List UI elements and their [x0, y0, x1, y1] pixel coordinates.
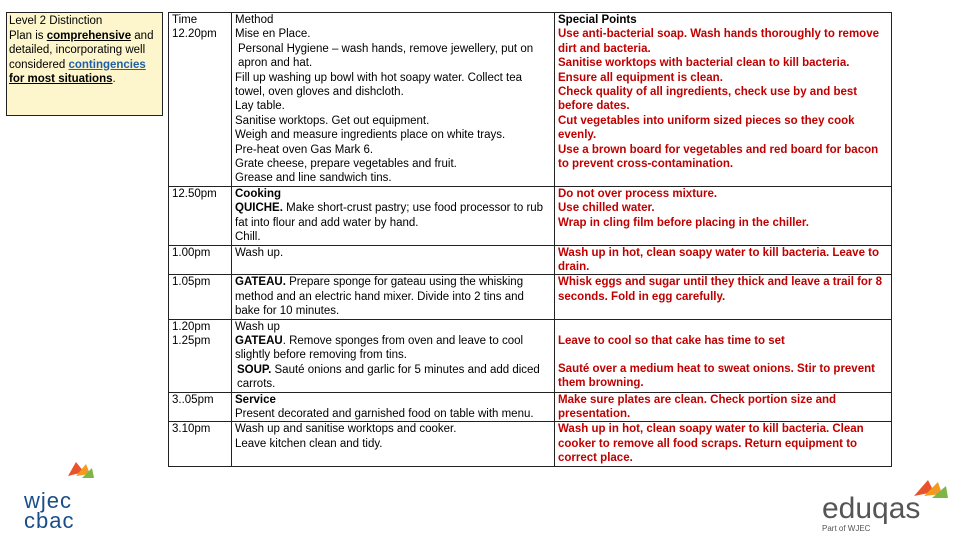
plan-and: and detailed, incorporating well considered [9, 29, 154, 71]
method-line: Weigh and measure ingredients place on white trays. [235, 129, 506, 142]
method-cell [232, 319, 555, 392]
method-bold: QUICHE. [235, 202, 283, 215]
table-row [169, 13, 892, 187]
time-cell: 3..05pm [169, 392, 232, 422]
eduqas-subtext: Part of WJEC [822, 524, 871, 533]
wjec-flag-icon [24, 458, 104, 486]
soup-bold: SOUP. [237, 363, 272, 376]
time-cell: 12.50pm [169, 186, 232, 245]
special-line: Leave to cool so that cake has time to set [558, 334, 785, 347]
soup-text: Sauté onions and garlic for 5 minutes and add diced carrots. [237, 363, 540, 391]
method-line: Grate cheese, prepare vegetables and fruit. [235, 158, 457, 171]
table-row [169, 319, 892, 392]
method-line: Grease and line sandwich tins. [235, 172, 392, 185]
time-plan-table [168, 12, 892, 467]
method-bold: GATEAU. [235, 276, 286, 289]
method-line: Sanitise worktops. Get out equipment. [235, 114, 430, 127]
wjec-logo [24, 458, 104, 533]
method-bold: GATEAU [235, 334, 283, 347]
eduqas-logo [812, 476, 952, 536]
special-line: Use a brown board for vegetables and red board for bacon to prevent cross-contamination. [558, 143, 879, 171]
time-cell: 1.05pm [169, 275, 232, 319]
special-line: Use anti-bacterial soap. Wash hands thoroughly to remove dirt and bacteria. [558, 28, 879, 55]
special-cell [555, 319, 892, 392]
cbac-text: cbac [24, 508, 75, 533]
method-cell [232, 13, 555, 187]
method-text: . Remove sponges from oven and leave to cool slightly before removing from tins. [235, 334, 524, 362]
time-header: Time [172, 14, 198, 26]
special-line: Ensure all equipment is clean. [558, 71, 723, 84]
special-cell: Make sure plates are clean. Check portion size and presentation. [555, 392, 892, 422]
special-cell [555, 13, 892, 187]
time-cell [169, 319, 232, 392]
table-row [169, 275, 892, 319]
special-cell: Wash up in hot, clean soapy water to kill bacteria. Clean cooker to remove all food scraps. Return equipment to correct place. [555, 422, 892, 466]
method-cell [232, 186, 555, 245]
method-line: Pre-heat oven Gas Mark 6. [235, 143, 374, 156]
method-text: Present decorated and garnished food on table with menu. [235, 407, 534, 420]
method-line: Wash up [235, 320, 280, 333]
method-line: Personal Hygiene – wash hands, remove jewellery, put on apron and hat. [238, 42, 534, 70]
method-text: Prepare sponge for gateau using the whisking method and an electric hand mixer. Divide into 2 tins and bake for 10 minutes. [235, 276, 524, 318]
method-extra: Chill. [235, 231, 261, 244]
grading-note [6, 12, 163, 116]
special-line: Cut vegetables into uniform sized pieces so they cook evenly. [558, 114, 855, 142]
method-cell: Wash up. [232, 245, 555, 275]
time-cell: 1.00pm [169, 245, 232, 275]
time-value: 12.20pm [172, 28, 217, 41]
special-cell: Wash up in hot, clean soapy water to kill bacteria. Leave to drain. [555, 245, 892, 275]
method-cell [232, 392, 555, 422]
special-header: Special Points [558, 14, 637, 26]
table-row [169, 186, 892, 245]
for-most: for most situations [9, 73, 113, 85]
method-cell: Wash up and sanitise worktops and cooker. Leave kitchen clean and tidy. [232, 422, 555, 466]
table-row [169, 422, 892, 466]
level-label: Level 2 Distinction [9, 15, 103, 27]
method-title: Cooking [235, 187, 281, 200]
method-line: Lay table. [235, 100, 285, 113]
method-header: Method [235, 14, 274, 26]
method-line: Fill up washing up bowl with hot soapy water. Collect tea towel, oven gloves and dishcloth. [235, 71, 523, 99]
wjec-text: wjec [24, 488, 73, 513]
time-cell [169, 13, 232, 187]
table-row [169, 392, 892, 422]
time-value: 1.20pm [172, 320, 211, 333]
table-row [169, 245, 892, 275]
note-period: . [112, 73, 116, 85]
eduqas-text: eduqas [822, 492, 921, 525]
contingencies-link[interactable]: contingencies [68, 58, 146, 71]
plan-pre: Plan is [9, 29, 47, 42]
method-title: Service [235, 393, 276, 406]
method-line: Mise en Place. [235, 28, 311, 41]
plan-bold: comprehensive [46, 29, 132, 42]
time-value: 1.25pm [172, 334, 211, 347]
special-cell: Do not over process mixture. Use chilled water. Wrap in cling film before placing in the chiller. [555, 186, 892, 245]
special-line: Sanitise worktops with bacterial clean to kill bacteria. [558, 57, 850, 70]
method-cell [232, 275, 555, 319]
special-line: Check quality of all ingredients, check use by and best before dates. [558, 86, 858, 113]
time-cell: 3.10pm [169, 422, 232, 466]
special-cell: Whisk eggs and sugar until they thick and leave a trail for 8 seconds. Fold in egg carefully. [555, 275, 892, 319]
method-text: Make short-crust pastry; use food processor to rub fat into flour and add water by hand. [235, 202, 544, 229]
special-line: Sauté over a medium heat to sweat onions. Stir to prevent them browning. [558, 362, 875, 390]
